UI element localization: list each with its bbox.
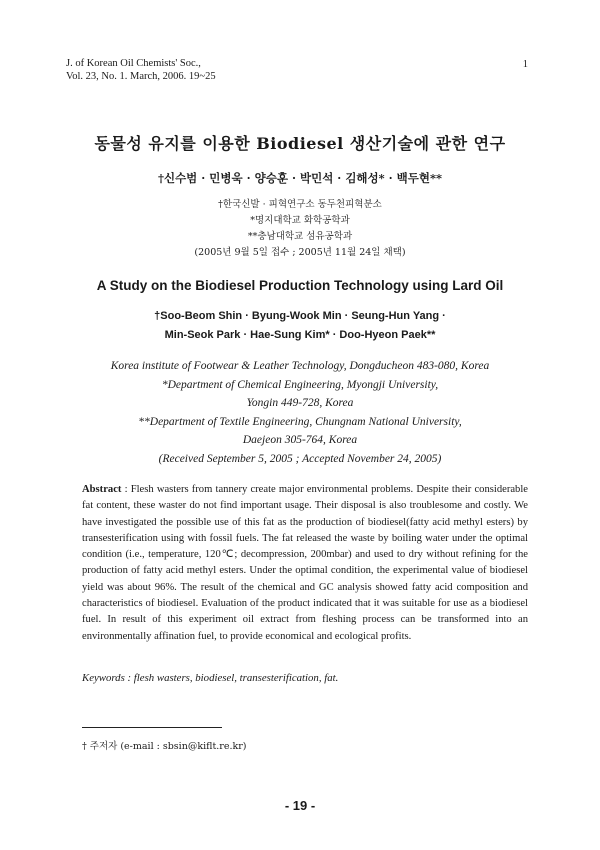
abstract-label: Abstract — [82, 484, 122, 495]
abstract — [82, 482, 528, 645]
corresponding-author-footnote: † 주저자 (e-mail : sbsin@kiflt.re.kr) — [82, 741, 247, 752]
keywords: Keywords : flesh wasters, biodiesel, transesterification, fat. — [82, 672, 339, 684]
journal-line-2: Vol. 23, No. 1. March, 2006. 19~25 — [66, 71, 216, 82]
footer-page-number: - 19 - — [284, 798, 316, 813]
abstract-text: : Flesh wasters from tannery create major environmental problems. Despite their considerable fat content, these waster do not find important usage. Their disposal is also troublesome and costly. We have investigated the possible use of this fat as the production of biodiesel(fatty acid methyl esters) by transesterification using with fossil fuels. The fat released the waste by boiling water under the optimal condition (i.e., temperature, 120℃; decompression, 200mbar) and used to dry without refining for the production of fatty acid methyl esters. Under the optimal condition, the experimental value of biodiesel yield was about 96%. The result of the chemical and GC analysis showed fatty acid composition and characteristics of biodiesel. Evaluation of the product indicated that it was suitable for use as a biodiesel fuel. In result of this experiment oil extract from fleshing process can be transformed into an environmentally affination fuel, to provide economical and ecological profits. — [82, 484, 528, 642]
english-affiliation: *Department of Chemical Engineering, Myongji University, — [161, 378, 439, 391]
english-title: A Study on the Biodiesel Production Technology using Lard Oil — [96, 278, 504, 293]
journal-line-1: J. of Korean Oil Chemists' Soc., — [66, 58, 201, 69]
korean-title: 동물성 유지를 이용한 Biodiesel 생산기술에 관한 연구 — [94, 134, 506, 153]
footnote-rule — [82, 727, 222, 728]
korean-affiliation: *명지대학교 화학공학과 — [250, 215, 350, 226]
korean-received-date: (2005년 9월 5일 접수 ; 2005년 11월 24일 채택) — [194, 247, 406, 258]
english-affiliations — [0, 357, 600, 468]
journal-citation — [66, 57, 216, 83]
english-authors — [0, 307, 600, 345]
korean-authors: †신수범 · 민병욱 · 양승훈 · 박민석 · 김해성* · 백두현** — [157, 171, 443, 185]
korean-affiliation: †한국신발 · 피혁연구소 동두천피혁분소 — [218, 199, 382, 210]
english-affiliation: Daejeon 305-764, Korea — [242, 434, 358, 446]
english-received-date: (Received September 5, 2005 ; Accepted November 24, 2005) — [158, 452, 442, 465]
header-page-number: 1 — [522, 59, 528, 70]
english-affiliation: Korea institute of Footwear & Leather Technology, Dongducheon 483-080, Korea — [110, 360, 490, 372]
korean-affiliation: **충남대학교 섬유공학과 — [247, 231, 353, 242]
english-authors-line: †Soo-Beom Shin · Byung-Wook Min · Seung-Hun Yang · — [154, 310, 446, 322]
english-affiliation: Yongin 449-728, Korea — [246, 397, 354, 409]
korean-affiliations — [0, 197, 600, 261]
english-authors-line: Min-Seok Park · Hae-Sung Kim* · Doo-Hyeon Paek** — [164, 329, 436, 341]
english-affiliation: **Department of Textile Engineering, Chungnam National University, — [138, 415, 462, 428]
